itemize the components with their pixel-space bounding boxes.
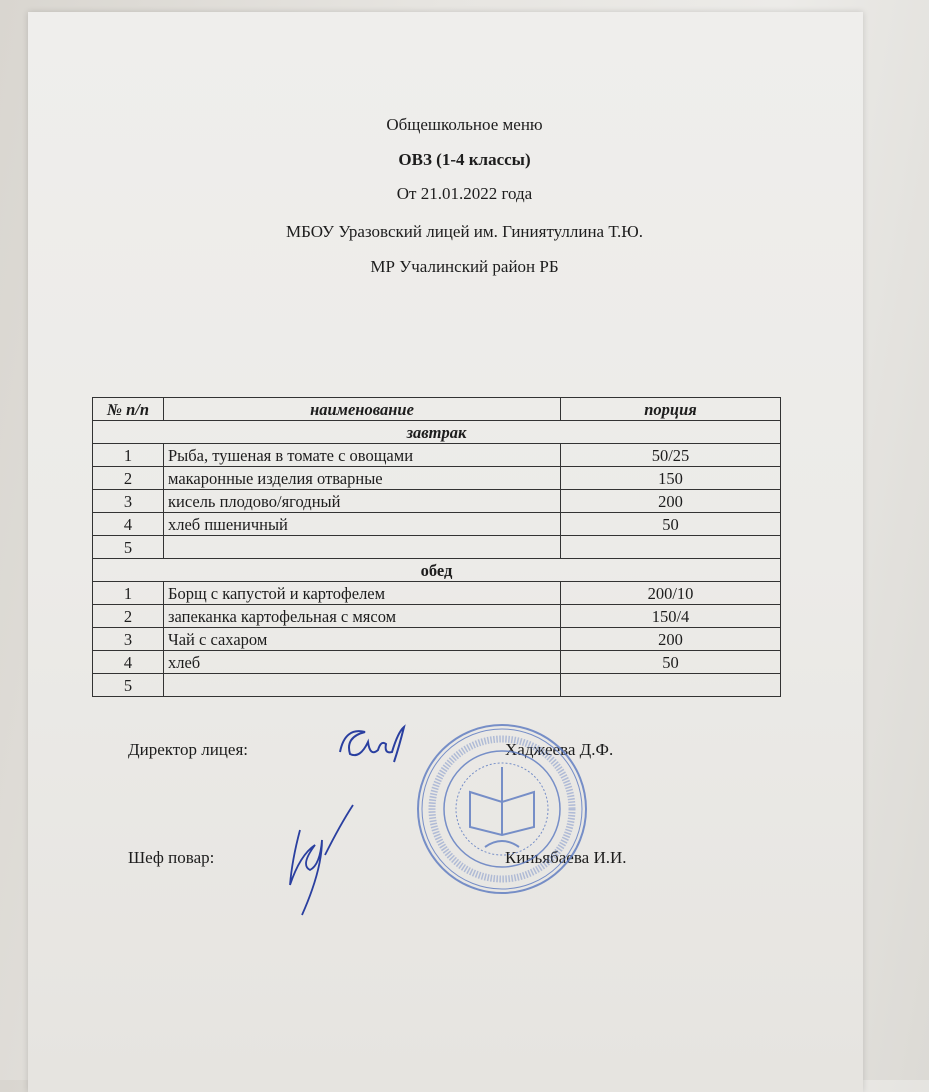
table-row <box>93 628 781 651</box>
item-number: 2 <box>93 467 164 490</box>
item-number: 3 <box>93 628 164 651</box>
item-name: кисель плодово/ягодный <box>164 490 561 513</box>
table-header-row <box>93 398 781 421</box>
table-row <box>93 582 781 605</box>
item-portion: 50 <box>561 651 781 674</box>
col-number: № п/п <box>93 398 164 421</box>
district-name: МР Учалинский район РБ <box>370 257 559 276</box>
section-row <box>93 559 781 582</box>
item-number: 4 <box>93 651 164 674</box>
chef-name: Киньябаева И.И. <box>505 848 627 867</box>
item-portion: 50/25 <box>561 444 781 467</box>
chef-signature <box>265 800 360 920</box>
item-number: 2 <box>93 605 164 628</box>
col-portion: порция <box>561 398 781 421</box>
item-number: 1 <box>93 444 164 467</box>
doc-date: От 21.01.2022 года <box>396 184 533 203</box>
school-stamp <box>415 722 590 897</box>
item-portion: 150 <box>561 467 781 490</box>
table-row <box>93 467 781 490</box>
section-row <box>93 421 781 444</box>
item-number: 5 <box>93 536 164 559</box>
item-portion: 200 <box>561 490 781 513</box>
item-name: макаронные изделия отварные <box>164 467 561 490</box>
col-name: наименование <box>164 398 561 421</box>
item-name: Чай с сахаром <box>164 628 561 651</box>
section-title: завтрак <box>93 421 781 444</box>
table-row <box>93 605 781 628</box>
director-name: Хаджеева Д.Ф. <box>505 740 614 759</box>
table-row <box>93 490 781 513</box>
item-portion <box>561 674 781 697</box>
doc-subtitle: ОВЗ (1-4 классы) <box>398 150 531 169</box>
chef-label: Шеф повар: <box>128 848 215 867</box>
menu-table <box>92 397 781 697</box>
item-name: хлеб пшеничный <box>164 513 561 536</box>
director-label: Директор лицея: <box>128 740 248 759</box>
table-row <box>93 674 781 697</box>
item-number: 3 <box>93 490 164 513</box>
item-portion <box>561 536 781 559</box>
item-name: Рыба, тушеная в томате с овощами <box>164 444 561 467</box>
section-title: обед <box>93 559 781 582</box>
table-row <box>93 651 781 674</box>
item-name: Борщ с капустой и картофелем <box>164 582 561 605</box>
item-name <box>164 536 561 559</box>
item-name <box>164 674 561 697</box>
school-name: МБОУ Уразовский лицей им. Гиниятуллина Т.Ю. <box>285 222 644 241</box>
item-portion: 50 <box>561 513 781 536</box>
table-row <box>93 536 781 559</box>
item-name: запеканка картофельная с мясом <box>164 605 561 628</box>
table-row <box>93 513 781 536</box>
item-portion: 150/4 <box>561 605 781 628</box>
item-number: 4 <box>93 513 164 536</box>
table-row <box>93 444 781 467</box>
item-number: 5 <box>93 674 164 697</box>
doc-title: Общешкольное меню <box>386 115 543 134</box>
item-number: 1 <box>93 582 164 605</box>
item-portion: 200 <box>561 628 781 651</box>
director-signature <box>330 722 415 767</box>
item-portion: 200/10 <box>561 582 781 605</box>
item-name: хлеб <box>164 651 561 674</box>
